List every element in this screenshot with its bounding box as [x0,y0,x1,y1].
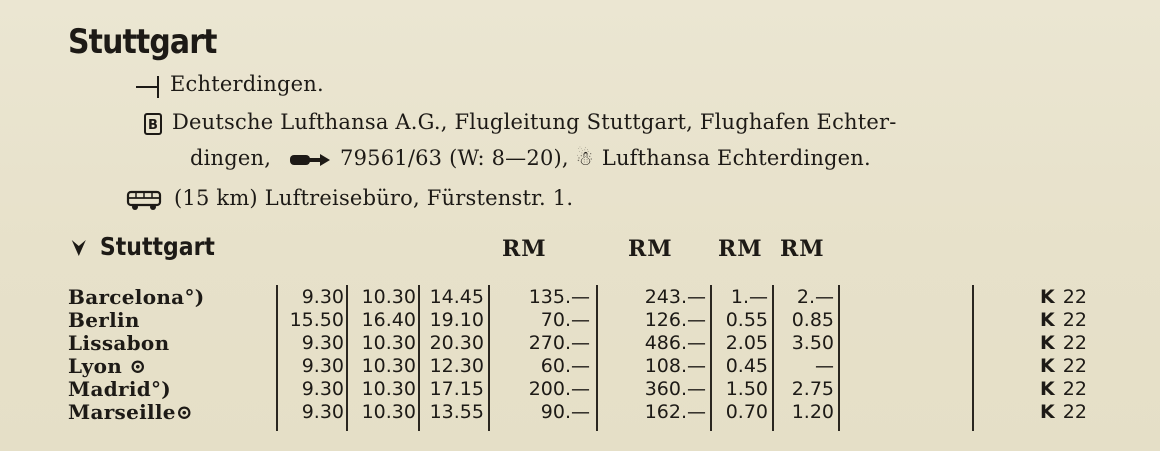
price: 1.50 [725,378,768,400]
rm-header-4: RM [780,236,825,262]
rm-header-3: RM [718,236,763,262]
price: 90.— [540,401,590,423]
destination: Barcelona°) [68,285,205,309]
price: 486.— [644,332,706,354]
destination: Lissabon [68,331,170,355]
time: 20.30 [429,332,484,354]
airport-icon [134,76,164,96]
airport-name: Echterdingen. [170,72,324,96]
time: 9.30 [301,332,344,354]
price: 60.— [540,355,590,377]
price: 243.— [644,286,706,308]
destination: Berlin [68,308,140,332]
time: 9.30 [301,355,344,377]
price: 0.45 [725,355,768,377]
price: 135.— [528,286,590,308]
telegraph-address: Lufthansa Echterdingen. [601,146,871,170]
route-code: K 22 [1040,355,1087,377]
price: 1.20 [791,401,834,423]
rm-header-1: RM [502,236,547,262]
price: 1.— [730,286,768,308]
time: 16.40 [361,309,416,331]
bus-line [126,186,573,211]
telegraph-icon: ☃ [575,146,594,170]
time: 9.30 [301,401,344,423]
table-row [0,309,1160,331]
route-code: K 22 [1040,401,1087,423]
price: 0.70 [725,401,768,423]
bus-icon [126,189,164,211]
price: 162.— [644,401,706,423]
departure-arrow-icon [70,237,88,257]
price: — [815,355,834,377]
route-code: K 22 [1040,332,1087,354]
departure-city-heading [70,232,215,261]
time: 9.30 [301,286,344,308]
price: 2.— [796,286,834,308]
price: 108.— [644,355,706,377]
price: 3.50 [791,332,834,354]
time: 19.10 [429,309,484,331]
time: 15.50 [289,309,344,331]
table-row [0,401,1160,423]
rm-header-2: RM [628,236,673,262]
phone-number: 79561/63 (W: 8—20), [340,146,569,170]
price: 0.55 [725,309,768,331]
telephone-icon [288,152,332,168]
table-row [0,378,1160,400]
price: 126.— [644,309,706,331]
time: 13.55 [429,401,484,423]
price: 0.85 [791,309,834,331]
route-code: K 22 [1040,309,1087,331]
bleed-through-text [250,0,256,20]
destination: Lyon ⊙ [68,354,147,378]
time: 10.30 [361,401,416,423]
price: 2.05 [725,332,768,354]
route-code: K 22 [1040,378,1087,400]
time: 12.30 [429,355,484,377]
destination: Marseille⊙ [68,400,193,424]
price: 70.— [540,309,590,331]
time: 10.30 [361,355,416,377]
city-title: Stuttgart [68,22,217,62]
price: 360.— [644,378,706,400]
table-row [0,355,1160,377]
destination: Madrid°) [68,377,172,401]
bus-text: (15 km) Luftreisebüro, Fürstenstr. 1. [174,186,574,210]
office-line-1 [144,110,897,135]
route-code: K 22 [1040,286,1087,308]
table-row [0,286,1160,308]
table-row [0,332,1160,354]
price: 200.— [528,378,590,400]
office-line-2 [190,146,871,170]
time: 17.15 [429,378,484,400]
office-text-cont: dingen, [190,146,272,170]
time: 10.30 [361,332,416,354]
departure-city-name: Stuttgart [99,232,215,261]
time: 9.30 [301,378,344,400]
time: 14.45 [429,286,484,308]
price: 270.— [528,332,590,354]
price: 2.75 [791,378,834,400]
office-text: Deutsche Lufthansa A.G., Flugleitung Stuttgart, Flughafen Echter- [172,110,897,134]
airport-line [134,72,324,96]
office-b-icon: B [144,113,162,135]
time: 10.30 [361,286,416,308]
time: 10.30 [361,378,416,400]
